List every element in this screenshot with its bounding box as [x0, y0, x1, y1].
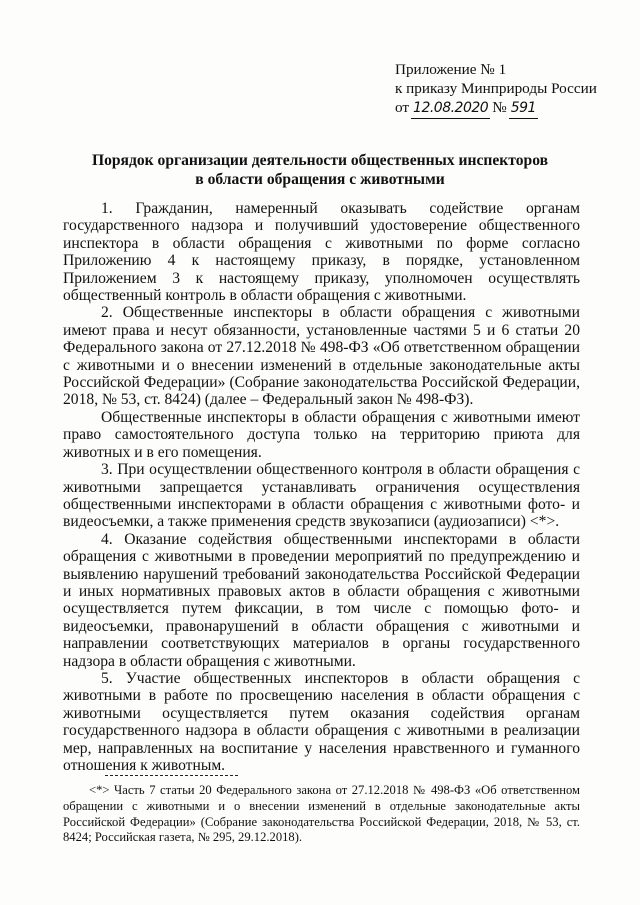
document-title [60, 151, 580, 189]
document-body [63, 200, 580, 774]
from-label: от [395, 99, 410, 116]
number-label: № [492, 99, 507, 116]
paragraph-2-continued: Общественные инспекторы в области обращения с животными имеют право самостоятельного доступа только на территорию приюта для животных и в его помещения. [63, 408, 580, 461]
handwritten-date: 12.08.2020 [411, 99, 490, 119]
paragraph-4: 4. Оказание содействия общественными инспекторами в области обращения с животными в проведении мероприятий по предупреждению и выявлению нарушений требований законодательства Российской Федерации и иных нормативных правовых актов в области обращения с животными осуществляется путем фиксации, в том числе с помощью фото- и видеосъемки, правонарушений в области обращения с животными и направлении соответствующих материалов в органы государственного надзора в области обращения с животными. [63, 530, 580, 670]
appendix-header [395, 60, 597, 119]
paragraph-5: 5. Участие общественных инспекторов в области обращения с животными в работе по просвещению населения в области обращения с животными осуществляется путем оказания содействия органам государственного надзора в области обращения с животными в реализации мер, направленных на воспитание у населения нравственного и гуманного отношения к животным. [63, 669, 580, 774]
footnote: <*> Часть 7 статьи 20 Федерального закона от 27.12.2018 № 498-ФЗ «Об ответственном обращении с животными и о внесении изменений в отдельные законодательные акты Российской Федерации» (Собрание законодательства Российской Федерации, 2018, № 53, ст. 8424; Российская газета, № 295, 29.12.2018). [63, 783, 580, 845]
appendix-number: Приложение № 1 [395, 61, 507, 78]
handwritten-number: 591 [509, 99, 538, 119]
paragraph-2: 2. Общественные инспекторы в области обращения с животными имеют права и несут обязанности, установленные частями 5 и 6 статьи 20 Федерального закона от 27.12.2018 № 498-ФЗ «Об ответственном обращении с животными и о внесении изменений в отдельные законодательные акты Российской Федерации» (Собрание законодательства Российской Федерации, 2018, № 53, ст. 8424) (далее – Федеральный закон № 498-ФЗ). [63, 304, 580, 409]
appendix-date-line [395, 98, 597, 119]
paragraph-1: 1. Гражданин, намеренный оказывать содействие органам государственного надзора и получивший удостоверение общественного инспектора в области обращения с животными по форме согласно Приложению 4 к настоящему приказу, в порядке, установленном Приложением 3 к настоящему приказу, уполномочен осуществлять общественный контроль в области обращения с животными. [63, 200, 580, 305]
appendix-order-ref: к приказу Минприроды России [395, 80, 597, 97]
title-line-2: в области обращения с животными [195, 171, 445, 188]
footnote-separator [105, 775, 238, 776]
title-line-1: Порядок организации деятельности общественных инспекторов [91, 152, 549, 169]
paragraph-3: 3. При осуществлении общественного контроля в области обращения с животными запрещается устанавливать ограничения осуществления общественными инспекторами в области обращения с животными фото- и видеосъемки, а также применения средств звукозаписи (аудиозаписи) <*>. [63, 461, 580, 531]
